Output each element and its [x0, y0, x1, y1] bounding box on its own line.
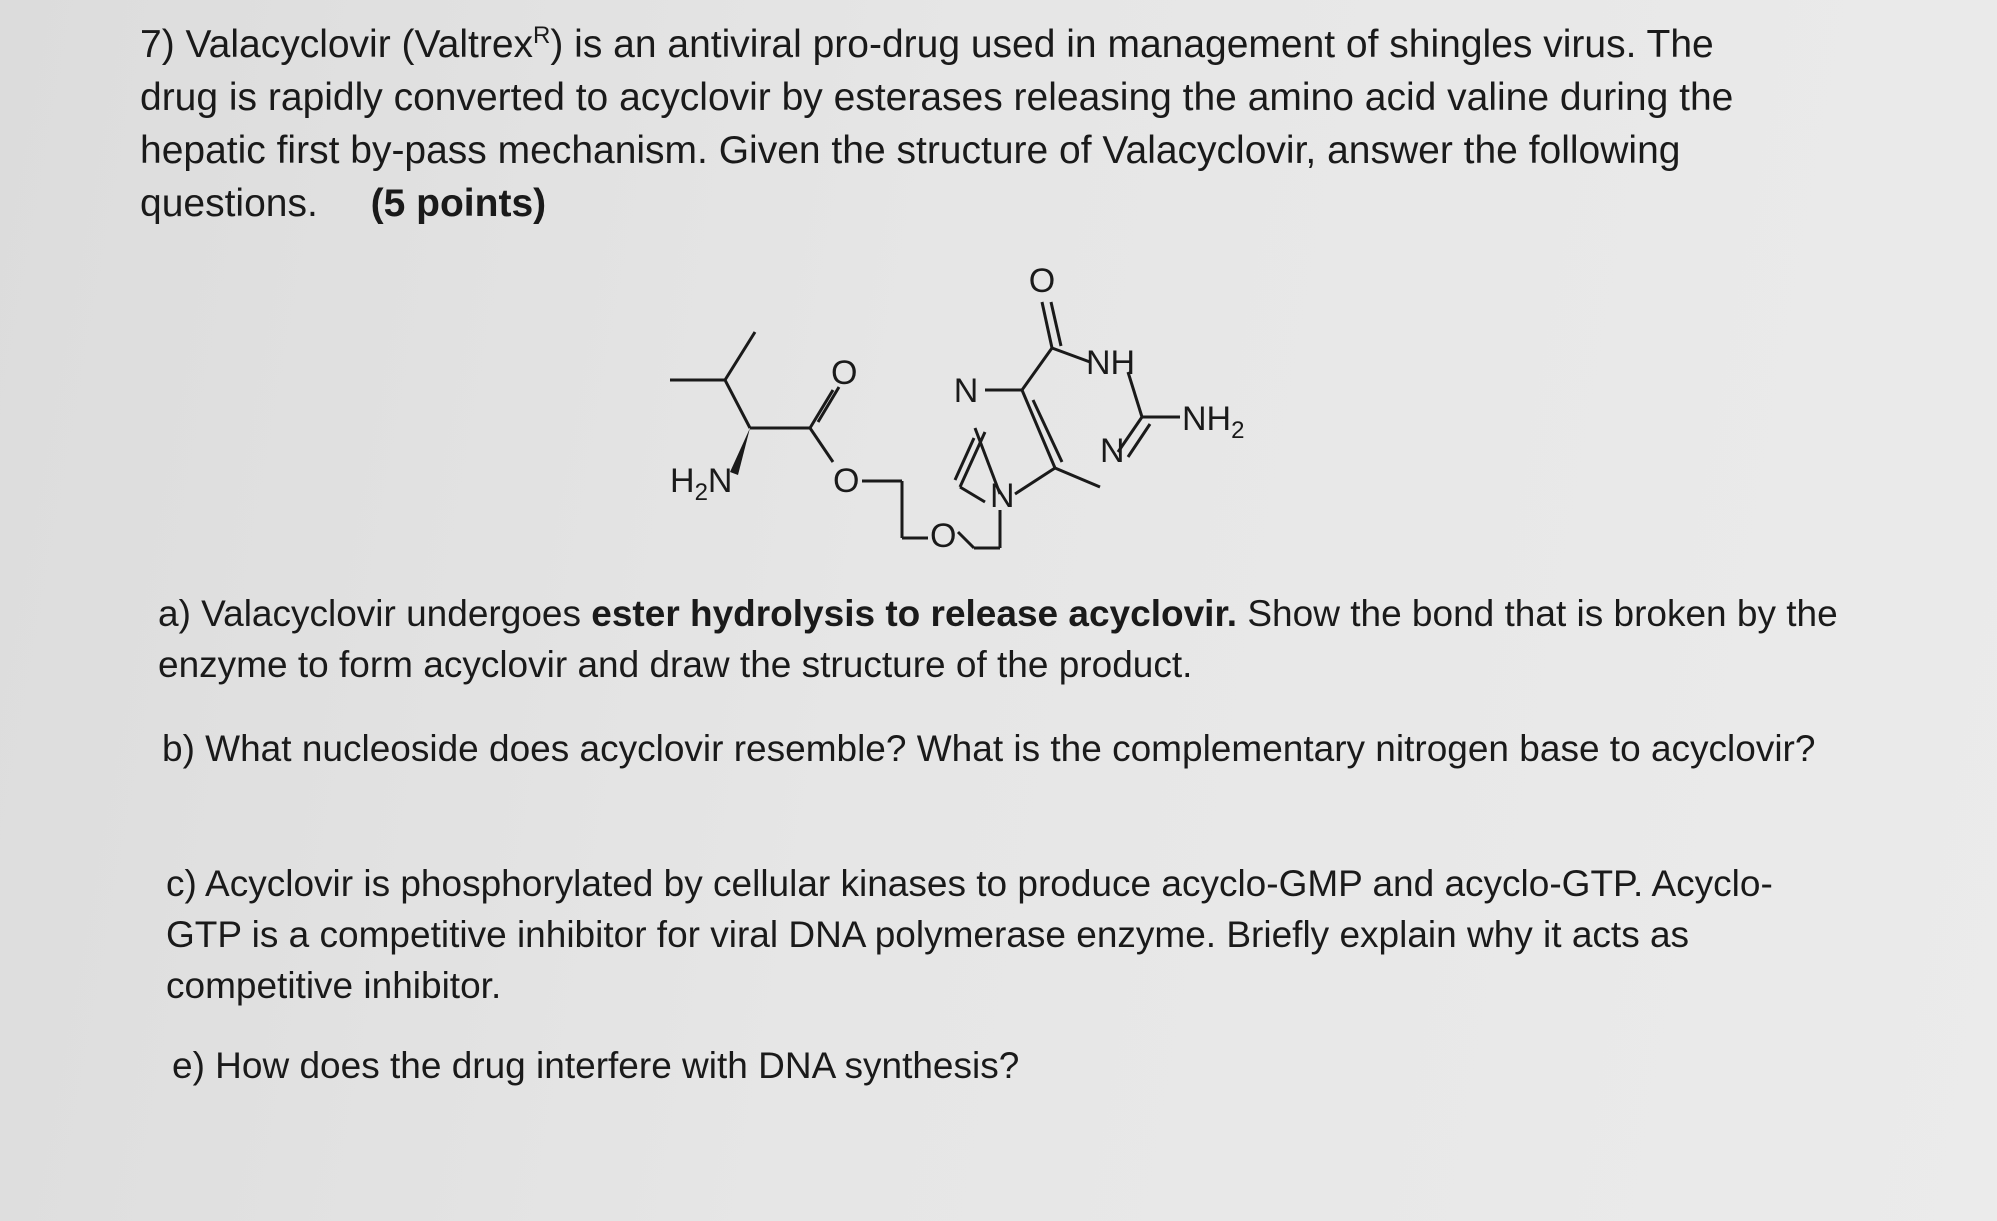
atom-label-o: O	[1028, 262, 1056, 300]
bond	[810, 390, 833, 428]
atom-label-n: N	[1100, 432, 1125, 470]
part-a-suffix: Show the bond that is broken by the enzyme to form acyclovir and draw the structure of the product.	[158, 593, 1838, 685]
atom-label-o: O	[930, 517, 957, 555]
part-a	[158, 588, 1838, 690]
wedge-bond	[730, 428, 750, 475]
bond	[1022, 348, 1052, 390]
question-number: 7)	[140, 23, 175, 66]
bond	[1015, 468, 1055, 494]
part-e: e) How does the drug interfere with DNA synthesis?	[172, 1045, 1020, 1086]
bond	[725, 332, 755, 380]
double-bond	[1051, 302, 1061, 346]
drug-name: Valacyclovir (Valtrex	[185, 23, 534, 66]
valacyclovir-structure	[650, 262, 1300, 562]
atom-label-nh: NH	[1086, 344, 1136, 382]
part-b: b) What nucleoside does acyclovir resemble? What is the complementary nitrogen base to acyclovir?	[162, 728, 1816, 769]
bond	[958, 532, 974, 548]
bond	[1055, 468, 1100, 487]
atom-label-n: N	[953, 372, 979, 410]
question-text: ) is an antiviral pro-drug used in management of shingles virus. The drug is rapidly converted to acyclovir by esterases releasing the amino acid valine during the hepatic first by-pass mechanism. Given the structure of Valacyclovir, answer the following questions.	[140, 23, 1734, 225]
double-bond	[1128, 424, 1150, 457]
bond	[1022, 390, 1055, 468]
atom-label-nh2: $NH_2$	[1182, 400, 1245, 444]
part-c: c) Acyclovir is phosphorylated by cellular kinases to produce acyclo-GMP and acyclo-GTP. Acyclo-GTP is a competitive inhibitor for viral DNA polymerase enzyme. Briefly explain why it acts as competitive inhibitor.	[166, 863, 1773, 1006]
bond	[725, 380, 750, 428]
bond	[960, 487, 985, 502]
bond	[1042, 302, 1052, 348]
question-header	[140, 18, 1780, 230]
double-bond	[818, 387, 839, 422]
part-a-bold: ester hydrolysis to release acyclovir.	[591, 593, 1238, 634]
atom-label-n: N	[990, 477, 1015, 515]
part-a-prefix: a) Valacyclovir undergoes	[158, 593, 592, 634]
bond	[810, 428, 833, 462]
registered-superscript: R	[533, 22, 551, 49]
atom-label-o: O	[831, 354, 858, 392]
points-label: (5 points)	[370, 182, 547, 225]
atom-label-o: O	[833, 462, 860, 500]
bond	[1052, 348, 1090, 362]
atom-label-h2n: $H_2N$	[670, 462, 733, 506]
